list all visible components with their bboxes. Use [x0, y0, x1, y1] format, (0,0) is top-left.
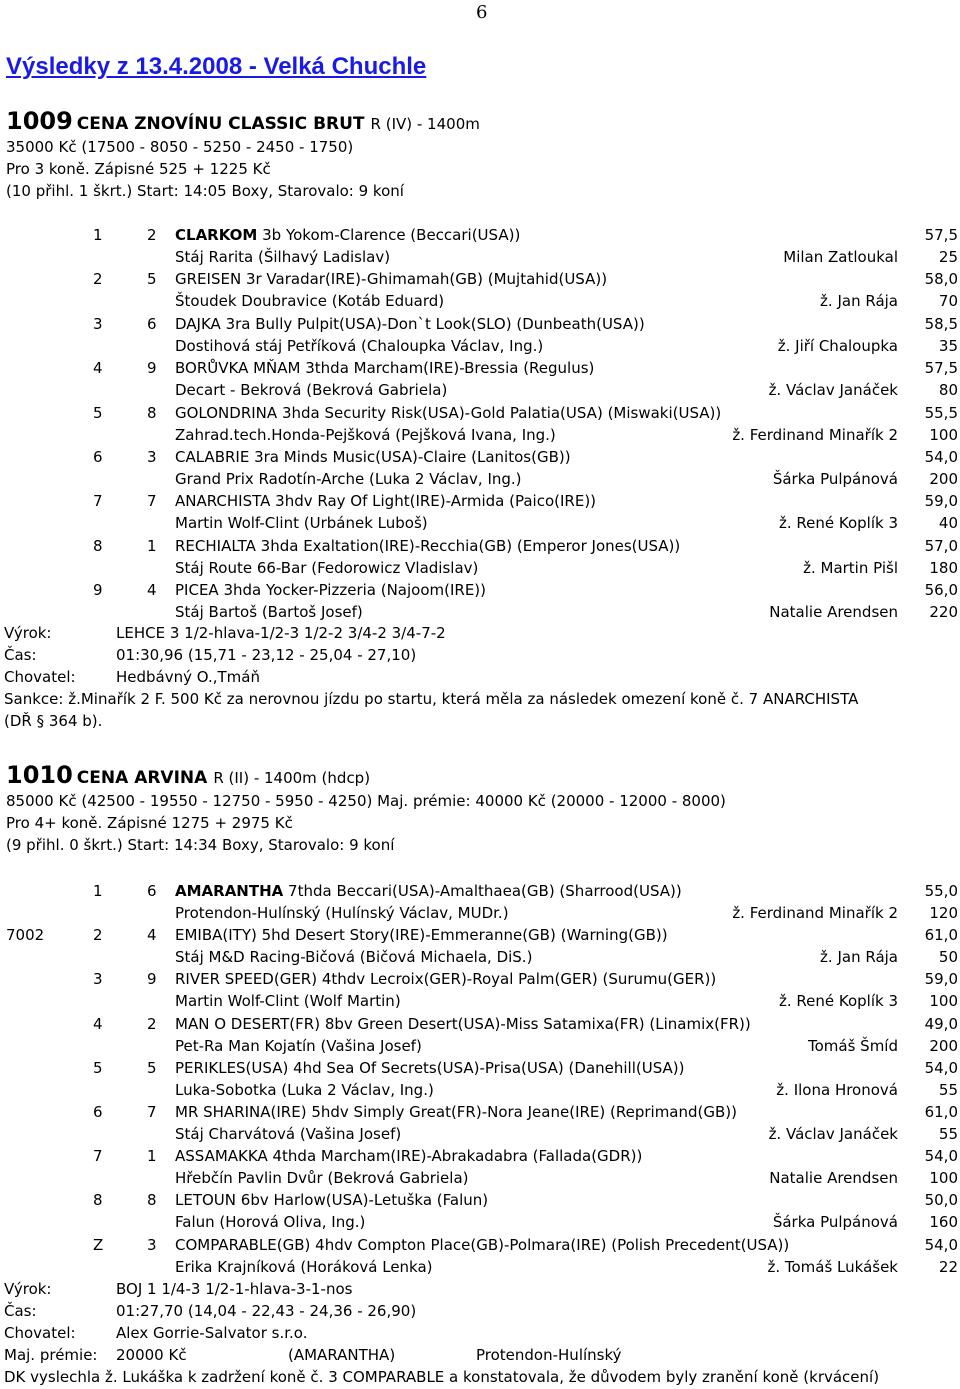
betting-odds: 55: [938, 1080, 958, 1099]
horse-name: ASSAMAKKA: [175, 1147, 268, 1166]
start-number: 1: [147, 536, 157, 555]
finish-place: 5: [93, 1058, 103, 1077]
horse-name: COMPARABLE(GB): [175, 1235, 311, 1254]
jockey-name: ž. Václav Janáček: [768, 1124, 898, 1143]
race-class-distance: R (IV) - 1400m: [370, 115, 480, 133]
carried-weight: 59,0: [924, 970, 958, 989]
betting-odds: 70: [938, 292, 958, 311]
result-row: [0, 1234, 960, 1278]
race-number: 1009: [6, 107, 73, 135]
owner-trainer: Stáj M&D Racing-Bičová (Bičová Michaela, DiS.): [175, 948, 533, 967]
start-number: 9: [147, 970, 157, 989]
result-row: [0, 968, 960, 1012]
finish-place: 1: [93, 882, 103, 900]
result-row: [0, 224, 960, 268]
horse-line: [175, 402, 721, 424]
owner-trainer: Decart - Bekrová (Bekrová Gabriela): [175, 381, 448, 400]
race-name: CENA ARVINA: [76, 768, 208, 788]
result-row: [0, 924, 960, 968]
result-row: [0, 268, 960, 312]
betting-odds: 35: [938, 336, 958, 355]
race-name: CENA ZNOVÍNU CLASSIC BRUT: [76, 114, 365, 134]
previous-race-ref: 7002: [6, 926, 45, 945]
horse-name: BORŮVKA MŇAM: [175, 359, 301, 378]
breeder-value: Hedbávný O.,Tmáň: [116, 668, 260, 686]
race-eligibility-line: Pro 3 koně. Zápisné 525 + 1225 Kč: [6, 160, 271, 178]
result-row: [0, 446, 960, 490]
race-note: [4, 688, 954, 732]
horse-pedigree: 3thda Marcham(IRE)-Bressia (Regulus): [300, 359, 595, 378]
stewards-note-line: DK vyslechla ž. Lukáška k zadržení koně č. 3 COMPARABLE a konstatovala, že důvodem byly zranění koně (krvácení): [4, 1368, 880, 1386]
horse-name: ANARCHISTA: [175, 492, 271, 511]
document-title: Výsledky z 13.4.2008 - Velká Chuchle: [6, 53, 427, 80]
finish-place: 2: [93, 270, 103, 289]
horse-name: PICEA: [175, 581, 219, 600]
horse-name: GREISEN: [175, 270, 242, 289]
carried-weight: 61,0: [924, 1102, 958, 1121]
betting-odds: 25: [938, 248, 958, 266]
owner-trainer: Grand Prix Radotín-Arche (Luka 2 Václav, Ing.): [175, 469, 522, 488]
race-class-distance: R (II) - 1400m (hdcp): [213, 769, 371, 787]
start-number: 4: [147, 581, 157, 600]
finish-place: 7: [93, 1147, 103, 1166]
horse-line: [175, 579, 486, 601]
race-prize-line: 35000 Kč (17500 - 8050 - 5250 - 2450 - 1750): [6, 138, 354, 156]
race-stats: [0, 622, 960, 688]
jockey-name: Šárka Pulpánová: [772, 469, 898, 488]
result-row: [0, 1189, 960, 1233]
carried-weight: 61,0: [924, 926, 958, 945]
jockey-name: ž. René Koplík 3: [778, 514, 898, 533]
owner-trainer: Falun (Horová Oliva, Ing.): [175, 1213, 366, 1232]
carried-weight: 54,0: [924, 1147, 958, 1166]
verdict-row: [0, 622, 960, 644]
betting-odds: 40: [938, 514, 958, 533]
owner-trainer: Stáj Charvátová (Vašina Josef): [175, 1124, 402, 1143]
breeder-row: [0, 1322, 960, 1344]
jockey-name: Šárka Pulpánová: [772, 1213, 898, 1232]
start-number: 5: [147, 1058, 157, 1077]
race-title-line: [6, 106, 960, 136]
carried-weight: 57,0: [924, 536, 958, 555]
horse-line: [175, 446, 571, 468]
start-number: 9: [147, 359, 157, 378]
jockey-name: Natalie Arendsen: [769, 1169, 898, 1188]
horse-line: [175, 490, 596, 512]
start-number: 1: [147, 1147, 157, 1166]
start-number: 3: [147, 447, 157, 466]
result-row: [0, 1145, 960, 1189]
result-row: [0, 535, 960, 579]
horse-pedigree: 3hdv Ray Of Light(IRE)-Armida (Paico(IRE)): [270, 492, 597, 511]
start-number: 2: [147, 226, 157, 244]
verdict-label: Výrok:: [4, 624, 52, 642]
owner-trainer: Stáj Bartoš (Bartoš Josef): [175, 603, 363, 622]
betting-odds: 22: [938, 1257, 958, 1276]
result-row: [0, 357, 960, 401]
owner-trainer: Zahrad.tech.Honda-Pejšková (Pejšková Ivana, Ing.): [175, 425, 556, 444]
carried-weight: 57,5: [924, 359, 958, 378]
horse-pedigree: 3ra Minds Music(USA)-Claire (Lanitos(GB)): [249, 447, 571, 466]
horse-line: [175, 357, 594, 379]
carried-weight: 58,5: [924, 314, 958, 333]
finish-place: 4: [93, 359, 103, 378]
result-row: [0, 579, 960, 623]
start-number: 7: [147, 1102, 157, 1121]
horse-name: RIVER SPEED(GER): [175, 970, 318, 989]
sanction-line-rule: (DŘ § 364 b).: [4, 712, 103, 730]
jockey-name: Natalie Arendsen: [769, 603, 898, 622]
horse-name: AMARANTHA: [175, 882, 284, 900]
verdict-row: [0, 1278, 960, 1300]
time-label: Čas:: [4, 1302, 37, 1320]
owner-bonus-horse: (AMARANTHA): [288, 1346, 396, 1364]
betting-odds: 100: [929, 992, 958, 1011]
time-row: [0, 644, 960, 666]
start-number: 8: [147, 403, 157, 422]
owner-bonus-row: [0, 1344, 960, 1366]
time-label: Čas:: [4, 646, 37, 664]
results-list: [0, 224, 960, 624]
horse-name: GOLONDRINA: [175, 403, 278, 422]
betting-odds: 55: [938, 1124, 958, 1143]
horse-pedigree: 3hda Security Risk(USA)-Gold Palatia(USA) (Miswaki(USA)): [277, 403, 722, 422]
finish-place: 3: [93, 314, 103, 333]
owner-trainer: Hřebčín Pavlin Dvůr (Bekrová Gabriela): [175, 1169, 469, 1188]
jockey-name: ž. Jan Rája: [820, 948, 898, 967]
horse-name: CLARKOM: [175, 226, 258, 244]
time-row: [0, 1300, 960, 1322]
start-number: 8: [147, 1191, 157, 1210]
horse-pedigree: 6bv Harlow(USA)-Letuška (Falun): [236, 1191, 489, 1210]
horse-pedigree: 3r Varadar(IRE)-Ghimamah(GB) (Mujtahid(USA)): [241, 270, 608, 289]
verdict-value: LEHCE 3 1/2-hlava-1/2-3 1/2-2 3/4-2 3/4-7-2: [116, 624, 446, 642]
jockey-name: ž. Ilona Hronová: [776, 1080, 898, 1099]
horse-line: [175, 1057, 684, 1079]
horse-line: [175, 268, 607, 290]
result-row: [0, 402, 960, 446]
race-1009: [0, 106, 960, 730]
owner-trainer: Pet-Ra Man Kojatín (Vašina Josef): [175, 1036, 422, 1055]
owner-bonus-label: Maj. prémie:: [4, 1346, 98, 1364]
horse-pedigree: 7thda Beccari(USA)-Amalthaea(GB) (Sharrood(USA)): [283, 882, 682, 900]
start-number: 4: [147, 926, 157, 945]
betting-odds: 220: [929, 603, 958, 622]
owner-trainer: Erika Krajníková (Horáková Lenka): [175, 1257, 433, 1276]
finish-place: 5: [93, 403, 103, 422]
race-header: [0, 760, 960, 856]
owner-trainer: Dostihová stáj Petříková (Chaloupka Václav, Ing.): [175, 336, 544, 355]
carried-weight: 59,0: [924, 492, 958, 511]
horse-line: [175, 1234, 789, 1256]
betting-odds: 180: [929, 558, 958, 577]
horse-pedigree: 8bv Green Desert(USA)-Miss Satamixa(FR) (Linamix(FR)): [320, 1014, 751, 1033]
finish-place: 8: [93, 536, 103, 555]
verdict-value: BOJ 1 1/4-3 1/2-1-hlava-3-1-nos: [116, 1280, 353, 1298]
horse-pedigree: 4hd Sea Of Secrets(USA)-Prisa(USA) (Danehill(USA)): [288, 1058, 685, 1077]
horse-name: DAJKA: [175, 314, 221, 333]
start-number: 6: [147, 314, 157, 333]
carried-weight: 57,5: [924, 226, 958, 244]
horse-pedigree: 3b Yokom-Clarence (Beccari(USA)): [257, 226, 521, 244]
carried-weight: 58,0: [924, 270, 958, 289]
finish-place: 4: [93, 1014, 103, 1033]
carried-weight: 54,0: [924, 1235, 958, 1254]
horse-name: PERIKLES(USA): [175, 1058, 289, 1077]
owner-bonus-owner: Protendon-Hulínský: [476, 1346, 622, 1364]
horse-pedigree: 3hda Exaltation(IRE)-Recchia(GB) (Emperor Jones(USA)): [255, 536, 681, 555]
jockey-name: ž. Jiří Chaloupka: [777, 336, 898, 355]
horse-name: MR SHARINA(IRE): [175, 1102, 307, 1121]
time-value: 01:27,70 (14,04 - 22,43 - 24,36 - 26,90): [116, 1302, 417, 1320]
betting-odds: 100: [929, 1169, 958, 1188]
betting-odds: 80: [938, 381, 958, 400]
verdict-label: Výrok:: [4, 1280, 52, 1298]
breeder-row: [0, 666, 960, 688]
horse-line: [175, 1013, 751, 1035]
jockey-name: ž. Tomáš Lukášek: [767, 1257, 898, 1276]
breeder-label: Chovatel:: [4, 1324, 76, 1342]
jockey-name: ž. Václav Janáček: [768, 381, 898, 400]
owner-trainer: Luka-Sobotka (Luka 2 Václav, Ing.): [175, 1080, 434, 1099]
race-header: [0, 106, 960, 202]
time-value: 01:30,96 (15,71 - 23,12 - 25,04 - 27,10): [116, 646, 417, 664]
owner-trainer: Martin Wolf-Clint (Wolf Martin): [175, 992, 401, 1011]
betting-odds: 200: [929, 469, 958, 488]
owner-trainer: Štoudek Doubravice (Kotáb Eduard): [175, 292, 445, 311]
breeder-label: Chovatel:: [4, 668, 76, 686]
horse-line: [175, 1101, 737, 1123]
horse-line: [175, 968, 716, 990]
finish-place: 7: [93, 492, 103, 511]
owner-trainer: Protendon-Hulínský (Hulínský Václav, MUDr.): [175, 904, 509, 922]
jockey-name: ž. Martin Pišl: [803, 558, 898, 577]
betting-odds: 200: [929, 1036, 958, 1055]
owner-trainer: Stáj Rarita (Šilhavý Ladislav): [175, 248, 391, 266]
carried-weight: 54,0: [924, 447, 958, 466]
horse-name: CALABRIE: [175, 447, 250, 466]
result-row: [0, 1101, 960, 1145]
carried-weight: 50,0: [924, 1191, 958, 1210]
carried-weight: 56,0: [924, 581, 958, 600]
results-list: [0, 880, 960, 1278]
finish-place: Z: [93, 1235, 104, 1254]
result-row: [0, 313, 960, 357]
horse-line: [175, 313, 645, 335]
jockey-name: ž. Ferdinand Minařík 2: [732, 904, 898, 922]
race-note: [4, 1366, 954, 1388]
race-prize-line: 85000 Kč (42500 - 19550 - 12750 - 5950 - 4250) Maj. prémie: 40000 Kč (20000 - 12000 - 8000): [6, 792, 726, 810]
horse-line: [175, 1189, 488, 1211]
horse-name: MAN O DESERT(FR): [175, 1014, 321, 1033]
finish-place: 6: [93, 447, 103, 466]
owner-trainer: Stáj Route 66-Bar (Fedorowicz Vladislav): [175, 558, 479, 577]
sanction-line: Sankce: ž.Minařík 2 F. 500 Kč za nerovnou jízdu po startu, která měla za následek omezení koně č. 7 ANARCHISTA: [4, 690, 859, 708]
jockey-name: ž. Jan Rája: [820, 292, 898, 311]
horse-pedigree: 3hda Yocker-Pizzeria (Najoom(IRE)): [218, 581, 487, 600]
carried-weight: 55,5: [924, 403, 958, 422]
carried-weight: 54,0: [924, 1058, 958, 1077]
horse-pedigree: 5hdv Simply Great(FR)-Nora Jeane(IRE) (Reprimand(GB)): [306, 1102, 737, 1121]
race-number: 1010: [6, 761, 73, 789]
start-number: 6: [147, 882, 157, 900]
horse-pedigree: 3ra Bully Pulpit(USA)-Don`t Look(SLO) (Dunbeath(USA)): [220, 314, 645, 333]
finish-place: 2: [93, 926, 103, 945]
start-number: 3: [147, 1235, 157, 1254]
race-title-line: [6, 760, 960, 790]
jockey-name: Tomáš Šmíd: [808, 1036, 898, 1055]
start-number: 5: [147, 270, 157, 289]
horse-pedigree: 4thdv Lecroix(GER)-Royal Palm(GER) (Surumu(GER)): [317, 970, 717, 989]
breeder-value: Alex Gorrie-Salvator s.r.o.: [116, 1324, 308, 1342]
finish-place: 6: [93, 1102, 103, 1121]
page-number: 6: [476, 2, 488, 23]
race-stats: [0, 1278, 960, 1366]
race-eligibility-line: Pro 4+ koně. Zápisné 1275 + 2975 Kč: [6, 814, 293, 832]
horse-pedigree: 4hdv Compton Place(GB)-Polmara(IRE) (Polish Precedent(USA)): [310, 1235, 790, 1254]
owner-trainer: Martin Wolf-Clint (Urbánek Luboš): [175, 514, 428, 533]
jockey-name: ž. René Koplík 3: [778, 992, 898, 1011]
finish-place: 3: [93, 970, 103, 989]
horse-name: EMIBA(ITY): [175, 926, 257, 945]
jockey-name: ž. Ferdinand Minařík 2: [732, 425, 898, 444]
horse-line: [175, 1145, 642, 1167]
betting-odds: 120: [929, 904, 958, 922]
race-start-line: (9 přihl. 0 škrt.) Start: 14:34 Boxy, Starovalo: 9 koní: [6, 836, 395, 854]
finish-place: 9: [93, 581, 103, 600]
horse-line: [175, 924, 668, 946]
betting-odds: 160: [929, 1213, 958, 1232]
owner-bonus-amount: 20000 Kč: [116, 1346, 187, 1364]
start-number: 7: [147, 492, 157, 511]
horse-line: [175, 535, 680, 557]
finish-place: 8: [93, 1191, 103, 1210]
result-row: [0, 490, 960, 534]
finish-place: 1: [93, 226, 103, 244]
horse-pedigree: 4thda Marcham(IRE)-Abrakadabra (Fallada(GDR)): [267, 1147, 643, 1166]
horse-line: [175, 224, 520, 246]
race-start-line: (10 přihl. 1 škrt.) Start: 14:05 Boxy, Starovalo: 9 koní: [6, 182, 404, 200]
horse-pedigree: 5hd Desert Story(IRE)-Emmeranne(GB) (Warning(GB)): [256, 926, 668, 945]
horse-name: LETOUN: [175, 1191, 237, 1210]
betting-odds: 100: [929, 425, 958, 444]
start-number: 2: [147, 1014, 157, 1033]
betting-odds: 50: [938, 948, 958, 967]
horse-name: RECHIALTA: [175, 536, 256, 555]
result-row: [0, 1013, 960, 1057]
carried-weight: 55,0: [924, 882, 958, 900]
carried-weight: 49,0: [924, 1014, 958, 1033]
result-row: [0, 880, 960, 924]
result-row: [0, 1057, 960, 1101]
race-1010: [0, 760, 960, 1386]
horse-line: [175, 880, 682, 902]
jockey-name: Milan Zatloukal: [783, 248, 898, 266]
